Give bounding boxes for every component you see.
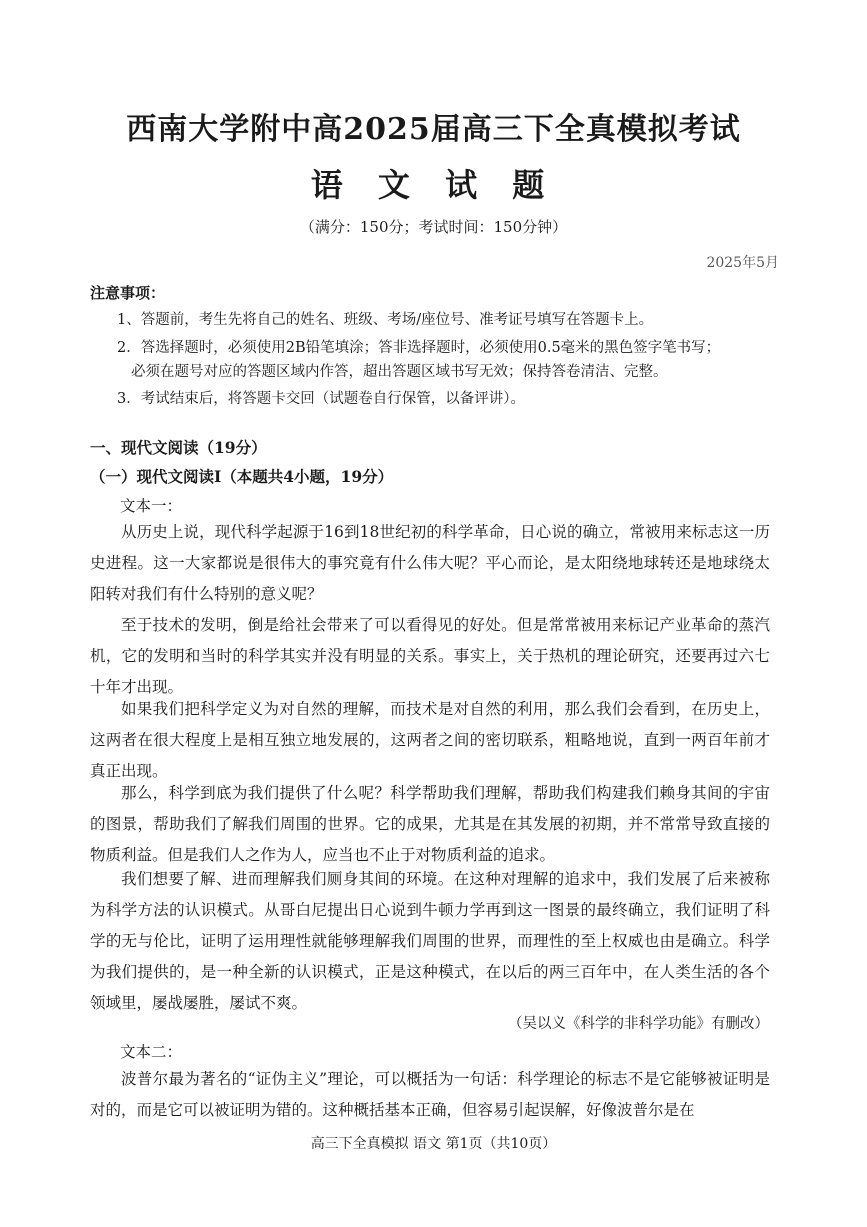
notes-title: 注意事项：	[90, 284, 166, 302]
paragraph: 那么，科学到底为我们提供了什么呢？科学帮助我们理解，帮助我们构建我们赖身其间的宇宙的图景，帮助我们了解我们周围的世界。它的成果，尤其是在其发展的初期，并不常常导致直接的物质利益。但是我们人之作为人，应当也不止于对物质利益的追求。	[90, 784, 770, 864]
score-time-line: （满分：150分；考试时间：150分钟）	[299, 218, 568, 236]
section-subheading: （一）现代文阅读Ⅰ（本题共4小题，19分）	[90, 467, 394, 486]
paragraph: 我们想要了解、进而理解我们厕身其间的环境。在这种对理解的追求中，我们发展了后来被称为科学方法的认识模式。从哥白尼提出日心说到牛顿力学再到这一图景的最终确立，我们证明了科学的无与伦比，证明了运用理性就能够理解我们周围的世界，而理性的至上权威也由是确立。科学为我们提供的，是一种全新的认识模式，正是这种模式，在以后的两三百年中，在人类生活的各个领域里，屡战屡胜，屡试不爽。	[90, 870, 770, 1012]
section-heading: 一、现代文阅读（19分）	[90, 438, 267, 457]
note-item: 2．答选择题时，必须使用2B铅笔填涂；答非选择题时，必须使用0.5毫米的黑色签字笔书写；	[117, 340, 721, 356]
paragraph: 至于技术的发明，倒是给社会带来了可以看得见的好处。但是常常被用来标记产业革命的蒸汽机，它的发明和当时的科学其实并没有明显的关系。事实上，关于热机的理论研究，还要再过六七十年才出现。	[90, 616, 770, 696]
exam-date: 2025年5月	[706, 255, 779, 271]
exam-title: 西南大学附中高2025届高三下全真模拟考试	[126, 112, 741, 147]
text2-label: 文本二：	[120, 1043, 183, 1061]
paragraph: 从历史上说，现代科学起源于16到18世纪初的科学革命，日心说的确立，常被用来标志这一历史进程。这一大家都说是很伟大的事究竟有什么伟大呢？平心而论，是太阳绕地球转还是地球绕太阳转对我们有什么特别的意义呢？	[90, 523, 770, 603]
source-citation: （吴以义《科学的非科学功能》有删改）	[508, 1016, 769, 1032]
text1-label: 文本一：	[120, 497, 183, 515]
paragraph: 波普尔最为著名的“证伪主义”理论，可以概括为一句话：科学理论的标志不是它能够被证明是对的，而是它可以被证明为错的。这种概括基本正确，但容易引起误解，好像波普尔是在	[90, 1070, 770, 1119]
page-footer: 高三下全真模拟 语文 第1页（共10页）	[310, 1136, 557, 1152]
note-item: 3．考试结束后，将答题卡交回（试题卷自行保管，以备评讲）。	[117, 391, 525, 407]
note-item: 1、答题前，考生先将自己的姓名、班级、考场/座位号、准考证号填写在答题卡上。	[117, 312, 654, 328]
paragraph: 如果我们把科学定义为对自然的理解，而技术是对自然的利用，那么我们会看到，在历史上，这两者在很大程度上是相互独立地发展的，这两者之间的密切联系，粗略地说，直到一两百年前才真正出现。	[90, 700, 770, 780]
note-item: 必须在题号对应的答题区域内作答，超出答题区域书写无效；保持答卷清洁、完整。	[131, 364, 668, 380]
subject-title: 语 文 试 题	[310, 166, 557, 204]
